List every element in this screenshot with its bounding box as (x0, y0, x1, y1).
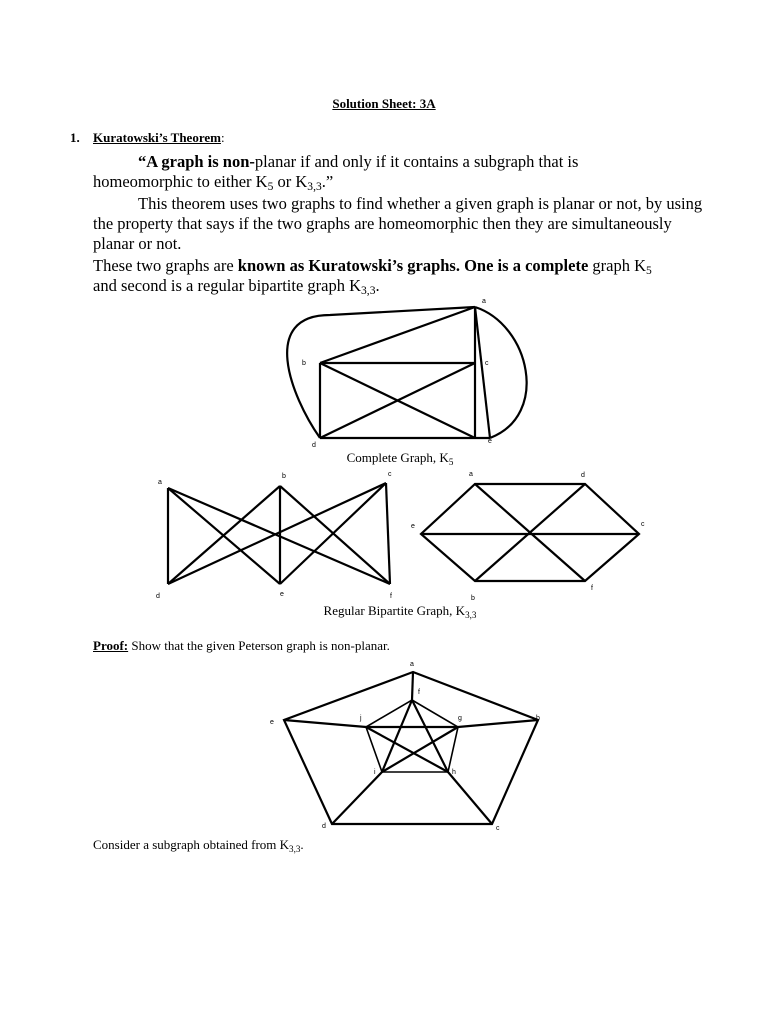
page-title: Solution Sheet: 3A (332, 96, 436, 111)
k33-hexagon-graph (405, 468, 655, 603)
theorem-line2-c: .” (321, 172, 334, 191)
proof-label: Proof: (93, 638, 129, 653)
theorem-statement (93, 152, 703, 192)
petersen-spoke-c-h (448, 772, 492, 824)
p3-c: graph K (588, 256, 647, 275)
theorem-explanation: This theorem uses two graphs to find whether a given graph is planar or not, by using the property that says if the two graphs are homeomorphic then they are simultaneously planar or not. (93, 194, 703, 253)
petersen-spoke-e-j (284, 720, 366, 727)
k5-label-c: c (485, 360, 489, 367)
petersen-inner-i-f (382, 700, 412, 772)
consider-period: . (300, 837, 304, 852)
petersen-label-h: h (452, 769, 456, 776)
section-heading-text: Kuratowski’s Theorem (93, 130, 221, 145)
theorem-line2-a: homeomorphic to either K (93, 172, 268, 191)
proof-statement (93, 638, 390, 654)
k33-label-b: b (282, 473, 286, 480)
petersen-graph (260, 658, 560, 838)
petersen-inner-g-i (382, 727, 458, 772)
petersen-label-d: d (322, 823, 326, 830)
k5-caption-sub: 5 (448, 457, 454, 467)
k5-edge-b-a (320, 307, 475, 363)
p3-line2-a: and second is a regular bipartite graph K (93, 276, 362, 295)
theorem-quote-open: “A graph is non- (138, 152, 255, 171)
consider-text: Consider a subgraph obtained from K (93, 837, 290, 852)
petersen-spoke-b-g (458, 720, 538, 727)
k33-edge (386, 483, 390, 584)
p3-bold: known as Kuratowski’s graphs. One is a complete (237, 256, 589, 275)
p3-a: These two graphs are (93, 256, 238, 275)
consider-statement (93, 837, 304, 853)
hex-label-d: d (581, 472, 585, 479)
petersen-label-e: e (270, 719, 274, 726)
petersen-outer-pentagon (284, 672, 538, 824)
k5-caption-text: Complete Graph, K (346, 450, 449, 465)
k5-label-d: d (312, 442, 316, 449)
theorem-sub-5: 5 (267, 181, 274, 193)
petersen-label-a: a (410, 661, 414, 668)
petersen-label-j: j (360, 715, 362, 722)
kuratowski-graphs-paragraph (93, 256, 703, 296)
k5-edge-a-e (475, 307, 490, 438)
k33-caption-sub: 3,3 (465, 610, 477, 620)
k33-caption (270, 603, 530, 619)
petersen-label-b: b (536, 715, 540, 722)
hex-label-e: e (411, 523, 415, 530)
petersen-label-i: i (374, 769, 376, 776)
p3-sub-5: 5 (646, 265, 652, 277)
k33-label-d: d (156, 593, 160, 600)
k33-edge (280, 483, 386, 584)
k33-label-c: c (388, 471, 392, 478)
hex-label-b: b (471, 595, 475, 602)
p3-sub-33: 3,3 (361, 285, 376, 297)
theorem-line1-rest: planar if and only if it contains a subgraph that is (254, 152, 579, 171)
consider-sub: 3,3 (289, 844, 301, 854)
k5-curved-edge (287, 307, 475, 438)
hex-label-a: a (469, 471, 473, 478)
section-heading-colon: : (220, 130, 225, 145)
petersen-label-g: g (458, 715, 462, 722)
theorem-sub-33: 3,3 (307, 181, 322, 193)
k5-label-b: b (302, 360, 306, 367)
k5-graph (270, 295, 530, 450)
proof-text: Show that the given Peterson graph is non-planar. (128, 638, 390, 653)
hex-label-f: f (591, 585, 593, 592)
p3-line2-b: . (375, 276, 380, 295)
k33-label-f: f (390, 593, 392, 600)
k5-label-e: e (488, 438, 492, 445)
hex-label-c: c (641, 521, 645, 528)
k33-label-a: a (158, 479, 162, 486)
petersen-label-f: f (418, 689, 420, 696)
k33-label-e: e (280, 591, 284, 598)
k33-caption-text: Regular Bipartite Graph, K (323, 603, 466, 618)
petersen-label-c: c (496, 825, 500, 832)
section-number: 1. (70, 130, 80, 145)
petersen-spoke-d-i (332, 772, 382, 824)
k33-bipartite-graph (150, 468, 395, 603)
petersen-spoke-a-f (412, 672, 413, 700)
theorem-line2-b: or K (273, 172, 308, 191)
k5-label-a: a (482, 298, 486, 305)
section-heading (93, 130, 225, 146)
k5-caption (300, 450, 500, 466)
